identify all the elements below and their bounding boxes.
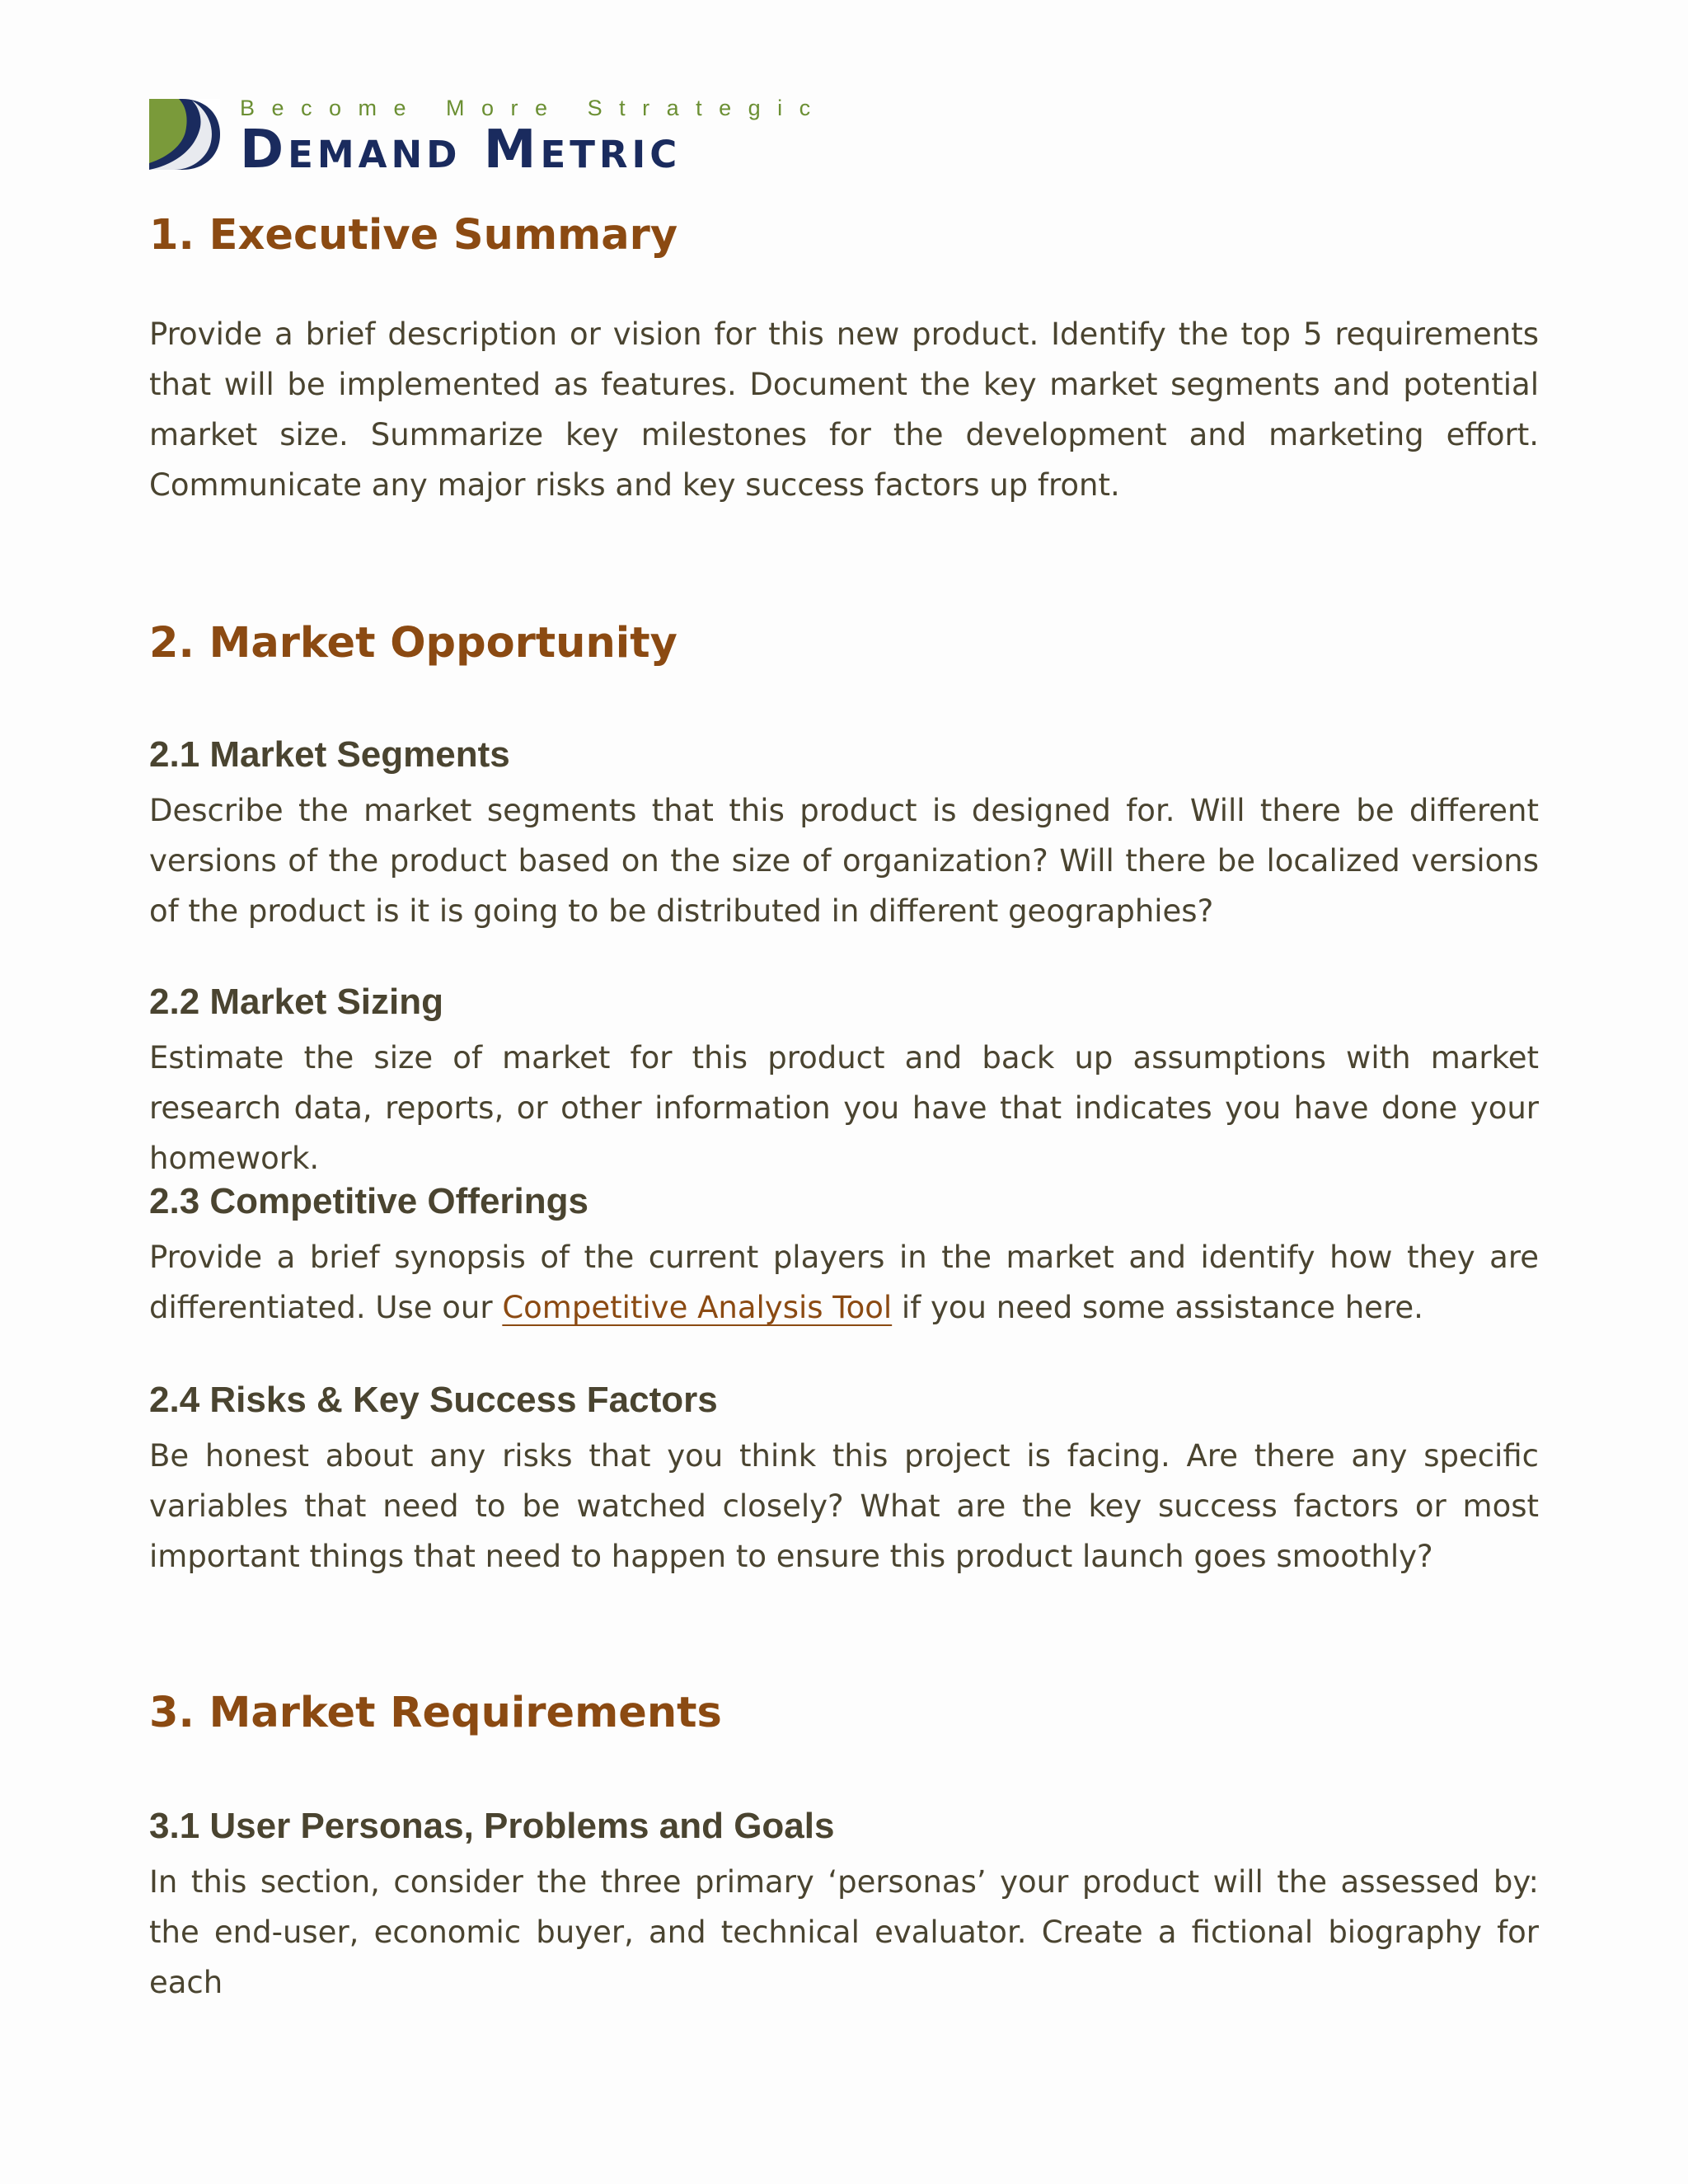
- demand-metric-logo: [149, 91, 828, 181]
- section-executive-summary: [149, 210, 1539, 260]
- heading-competitive-offerings: 2.3 Competitive Offerings: [149, 1181, 589, 1221]
- paragraph-market-sizing: Estimate the size of market for this product and back up assumptions with market research data, reports, or other information you have that indicates you have done your homework.: [149, 1040, 1539, 1176]
- competitive-text-before: Provide a brief synopsis of the current players in the market and identify how they are differentiated. Use our: [149, 1240, 1539, 1325]
- heading-market-requirements: 3. Market Requirements: [149, 1689, 722, 1737]
- section-market-opportunity: [149, 618, 1539, 668]
- heading-market-sizing: 2.2 Market Sizing: [149, 982, 444, 1022]
- competitive-analysis-tool-link[interactable]: Competitive Analysis Tool: [502, 1290, 893, 1325]
- paragraph-executive-summary: Provide a brief description or vision for this new product. Identify the top 5 requirements that will be implemented as features. Document the key market segments and potential market size. Summarize key milestones for the development and marketing effort. Communicate any major risks and key success factors up front.: [149, 316, 1539, 503]
- section-market-requirements: [149, 1688, 1539, 1738]
- logo-mark-icon: [149, 99, 220, 170]
- heading-user-personas: 3.1 User Personas, Problems and Goals: [149, 1806, 835, 1846]
- heading-executive-summary: 1. Executive Summary: [149, 211, 678, 260]
- heading-risks-success-factors: 2.4 Risks & Key Success Factors: [149, 1380, 718, 1420]
- paragraph-competitive-offerings: [149, 1232, 1539, 1333]
- paragraph-market-segments: Describe the market segments that this product is designed for. Will there be different versions of the product based on the size of organization? Will there be localized versions of the product is it is going to be distributed in different geographies?: [149, 793, 1539, 929]
- paragraph-user-personas: In this section, consider the three primary ‘personas’ your product will the assessed by: the end-user, economic buyer, and technical evaluator. Create a fictional biography for each: [149, 1864, 1539, 2000]
- logo-wordmark: Demand Metric: [240, 120, 682, 180]
- paragraph-risks-success-factors: Be honest about any risks that you think this project is facing. Are there any specific variables that need to be watched closely? What are the key success factors or most important things that need to happen to ensure this product launch goes smoothly?: [149, 1438, 1539, 1574]
- heading-market-segments: 2.1 Market Segments: [149, 734, 510, 775]
- logo-tagline: Become More Strategic: [240, 96, 828, 120]
- heading-market-opportunity: 2. Market Opportunity: [149, 619, 678, 668]
- competitive-text-after: if you need some assistance here.: [892, 1290, 1423, 1325]
